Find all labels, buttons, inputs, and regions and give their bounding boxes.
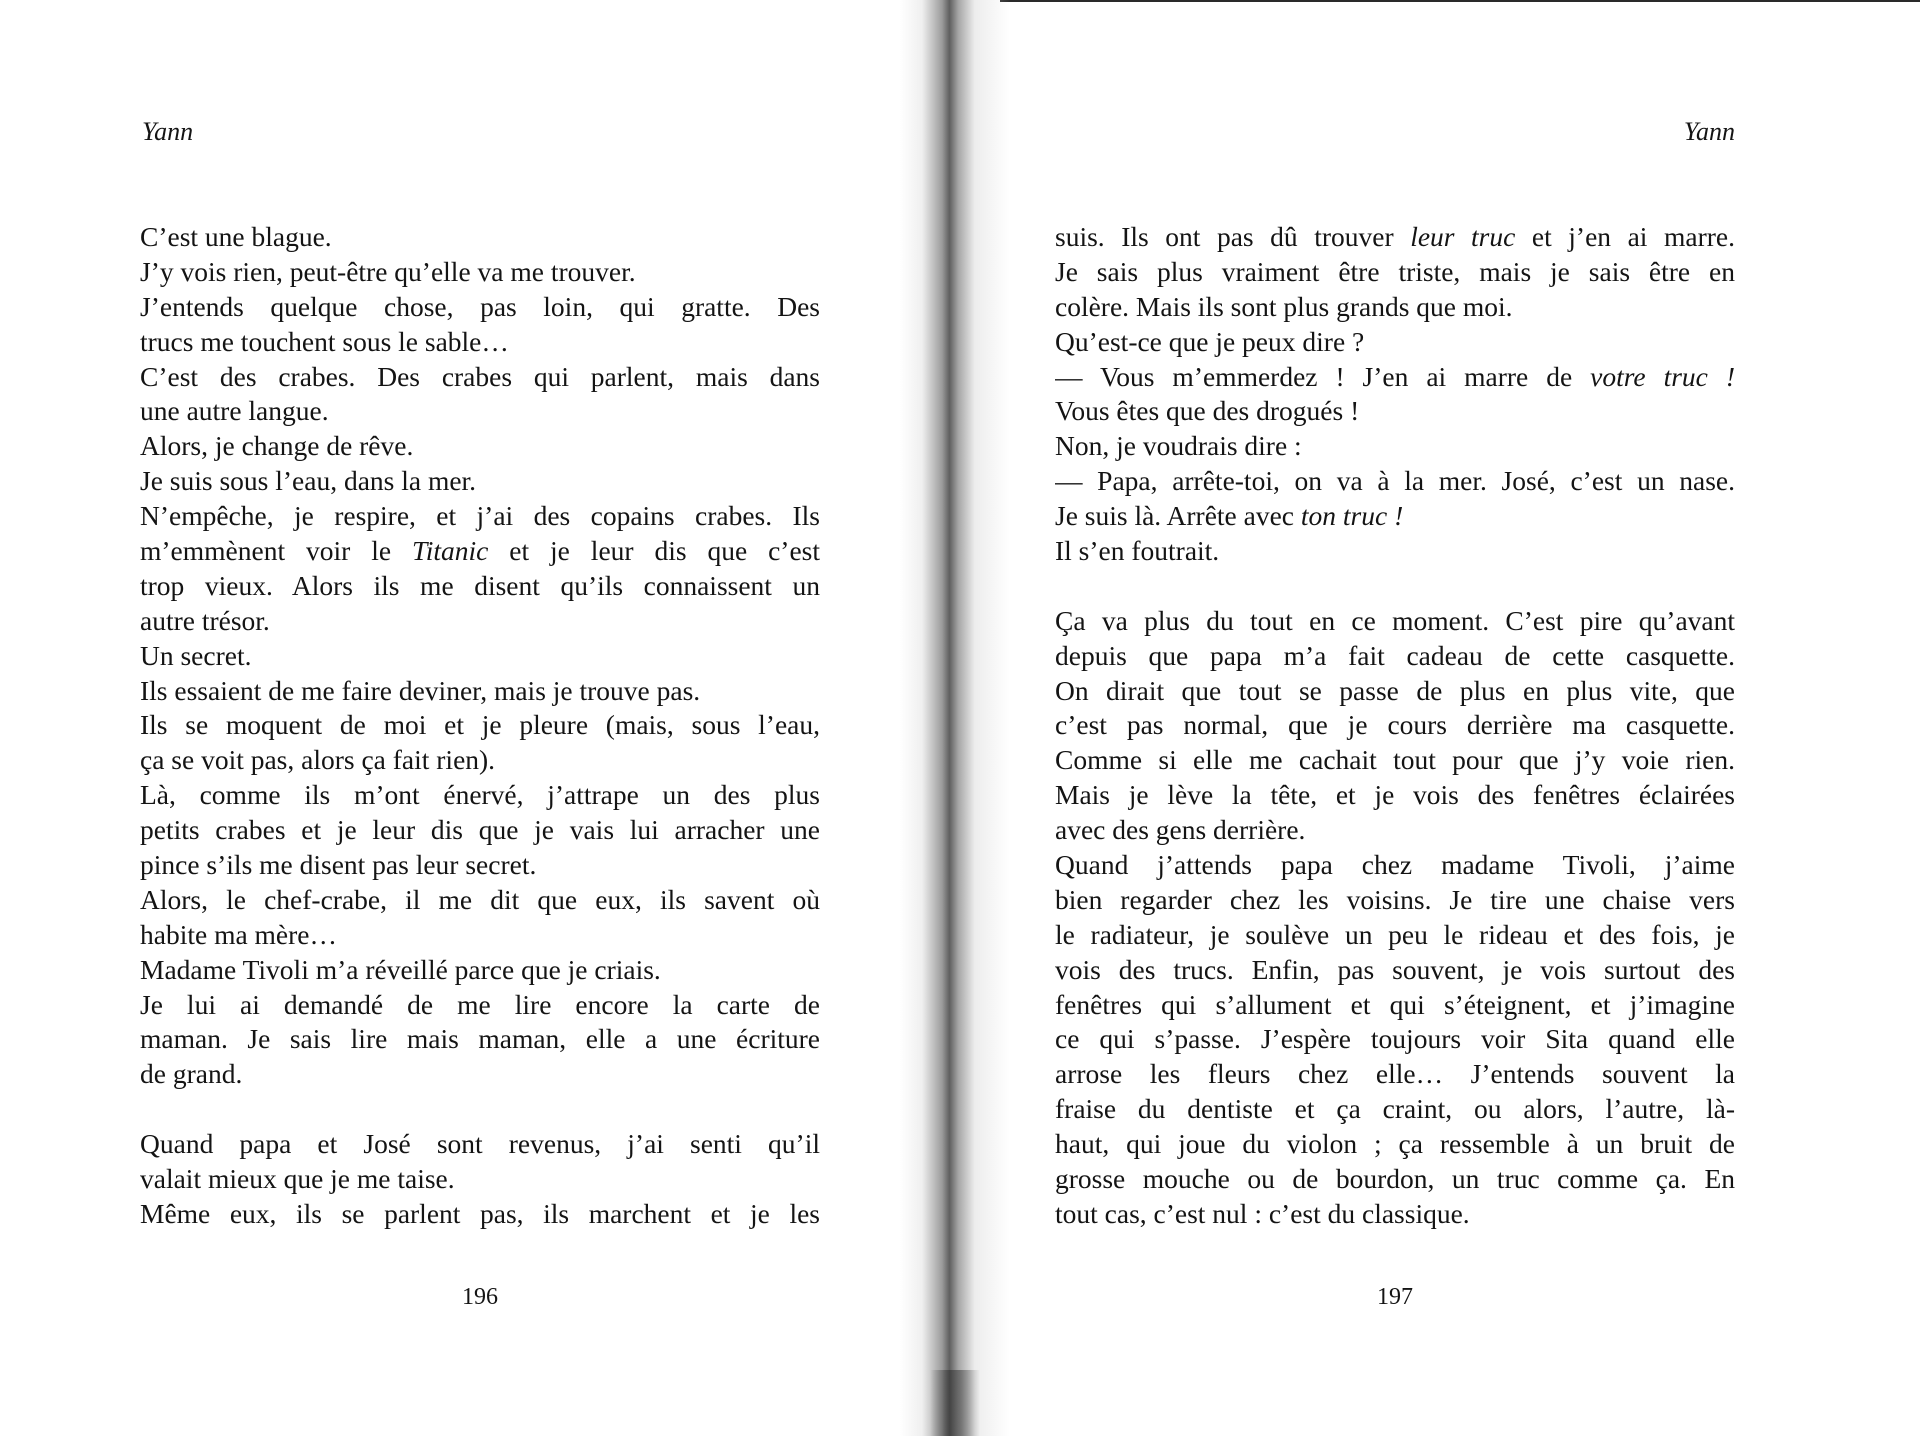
text-line: avec des gens derrière.: [1055, 814, 1306, 846]
text-segment: et je leur dis que c’est: [488, 535, 820, 567]
text-line: [1055, 220, 1735, 255]
left-running-head: Yann: [142, 117, 194, 146]
text-line: fraise du dentiste et ça craint, ou alors, l’autre, là-: [1055, 1093, 1735, 1125]
text-line: [1055, 360, 1735, 395]
right-page-text: [1055, 220, 1735, 1232]
text-line: Non, je voudrais dire :: [1055, 430, 1302, 462]
text-line: pince s’ils me disent pas leur secret.: [140, 849, 537, 881]
text-line: grosse mouche ou de bourdon, un truc comme ça. En: [1055, 1163, 1735, 1195]
text-line: maman. Je sais lire mais maman, elle a une écriture: [140, 1023, 820, 1055]
text-line: C’est une blague.: [140, 221, 332, 252]
text-line: Alors, je change de rêve.: [140, 430, 414, 462]
text-line: [1055, 569, 1735, 604]
text-line: habite ma mère…: [140, 918, 337, 950]
text-line: petits crabes et je leur dis que je vais lui arracher une: [140, 814, 820, 846]
text-line: [140, 1092, 820, 1127]
text-line: Alors, le chef-crabe, il me dit que eux, ils savent où: [140, 883, 820, 915]
text-line: Ça va plus du tout en ce moment. C’est pire qu’avant: [1055, 604, 1735, 636]
text-segment: — Vous m’emmerdez ! J’en ai marre de: [1055, 360, 1591, 392]
text-line: le radiateur, je soulève un peu le rideau et des fois, je: [1055, 918, 1735, 950]
text-line: C’est des crabes. Des crabes qui parlent, mais dans: [140, 360, 820, 392]
right-page: [1055, 0, 1735, 1436]
text-line: ce qui s’passe. J’espère toujours voir Sita quand elle: [1055, 1023, 1735, 1055]
text-line: Même eux, ils se parlent pas, ils marchent et je les: [140, 1197, 820, 1229]
text-line: vois des trucs. Enfin, pas souvent, je vois surtout des: [1055, 953, 1735, 985]
text-line: Là, comme ils m’ont énervé, j’attrape un des plus: [140, 779, 820, 811]
left-page-number: 196: [462, 1284, 498, 1310]
italic-text: ton truc !: [1300, 500, 1404, 532]
text-line: Je lui ai demandé de me lire encore la carte de: [140, 988, 820, 1020]
text-line: Je suis sous l’eau, dans la mer.: [140, 465, 477, 497]
book-gutter-shadow: [900, 0, 1010, 1436]
text-line: On dirait que tout se passe de plus en plus vite, que: [1055, 674, 1735, 706]
text-line: [140, 534, 820, 569]
text-line: fenêtres qui s’allument et qui s’éteignent, et j’imagine: [1055, 988, 1735, 1020]
text-line: une autre langue.: [140, 395, 329, 427]
italic-text: votre truc !: [1590, 360, 1735, 392]
text-line: valait mieux que je me taise.: [140, 1163, 455, 1195]
right-running-head: Yann: [1683, 117, 1735, 146]
text-line: de grand.: [140, 1058, 243, 1090]
right-page-number: 197: [1377, 1284, 1413, 1310]
text-line: Ils se moquent de moi et je pleure (mais, sous l’eau,: [140, 709, 820, 741]
left-page-text: [140, 220, 820, 1232]
text-line: depuis que papa m’a fait cadeau de cette casquette.: [1055, 639, 1735, 671]
text-segment: m’emmènent voir le: [140, 535, 412, 567]
text-line: Quand papa et José sont revenus, j’ai senti qu’il: [140, 1128, 820, 1160]
left-page: [140, 0, 820, 1436]
text-line: ça se voit pas, alors ça fait rien).: [140, 744, 496, 776]
text-line: Un secret.: [140, 639, 252, 671]
text-line: N’empêche, je respire, et j’ai des copains crabes. Ils: [140, 500, 820, 532]
text-line: Comme si elle me cachait tout pour que j’y voie rien.: [1055, 744, 1735, 776]
text-segment: Je suis là. Arrête avec: [1055, 500, 1301, 532]
book-spine-shadow: [930, 1370, 980, 1436]
text-line: Quand j’attends papa chez madame Tivoli, j’aime: [1055, 849, 1735, 881]
text-line: J’y vois rien, peut-être qu’elle va me trouver.: [140, 255, 636, 287]
text-line: trucs me touchent sous le sable…: [140, 325, 509, 357]
text-line: Je sais plus vraiment être triste, mais je sais être en: [1055, 255, 1735, 287]
text-line: Mais je lève la tête, et je vois des fenêtres éclairées: [1055, 779, 1735, 811]
text-line: tout cas, c’est nul : c’est du classique.: [1055, 1197, 1470, 1229]
text-line: [1055, 499, 1735, 534]
italic-text: leur truc: [1410, 221, 1516, 252]
text-line: autre trésor.: [140, 604, 270, 636]
text-line: Vous êtes que des drogués !: [1055, 395, 1360, 427]
text-segment: et j’en ai marre.: [1515, 221, 1735, 252]
text-line: Ils essaient de me faire deviner, mais je trouve pas.: [140, 674, 701, 706]
text-line: J’entends quelque chose, pas loin, qui gratte. Des: [140, 290, 820, 322]
text-line: Il s’en foutrait.: [1055, 535, 1220, 567]
text-segment: suis. Ils ont pas dû trouver: [1055, 221, 1411, 252]
text-line: bien regarder chez les voisins. Je tire une chaise vers: [1055, 883, 1735, 915]
text-line: c’est pas normal, que je cours derrière ma casquette.: [1055, 709, 1735, 741]
text-line: Qu’est-ce que je peux dire ?: [1055, 325, 1365, 357]
text-line: arrose les fleurs chez elle… J’entends souvent la: [1055, 1058, 1735, 1090]
text-line: trop vieux. Alors ils me disent qu’ils connaissent un: [140, 569, 820, 601]
text-line: Madame Tivoli m’a réveillé parce que je criais.: [140, 953, 661, 985]
italic-text: Titanic: [411, 535, 489, 567]
text-line: colère. Mais ils sont plus grands que moi.: [1055, 290, 1513, 322]
text-line: haut, qui joue du violon ; ça ressemble à un bruit de: [1055, 1128, 1735, 1160]
text-line: — Papa, arrête-toi, on va à la mer. José, c’est un nase.: [1055, 465, 1735, 497]
